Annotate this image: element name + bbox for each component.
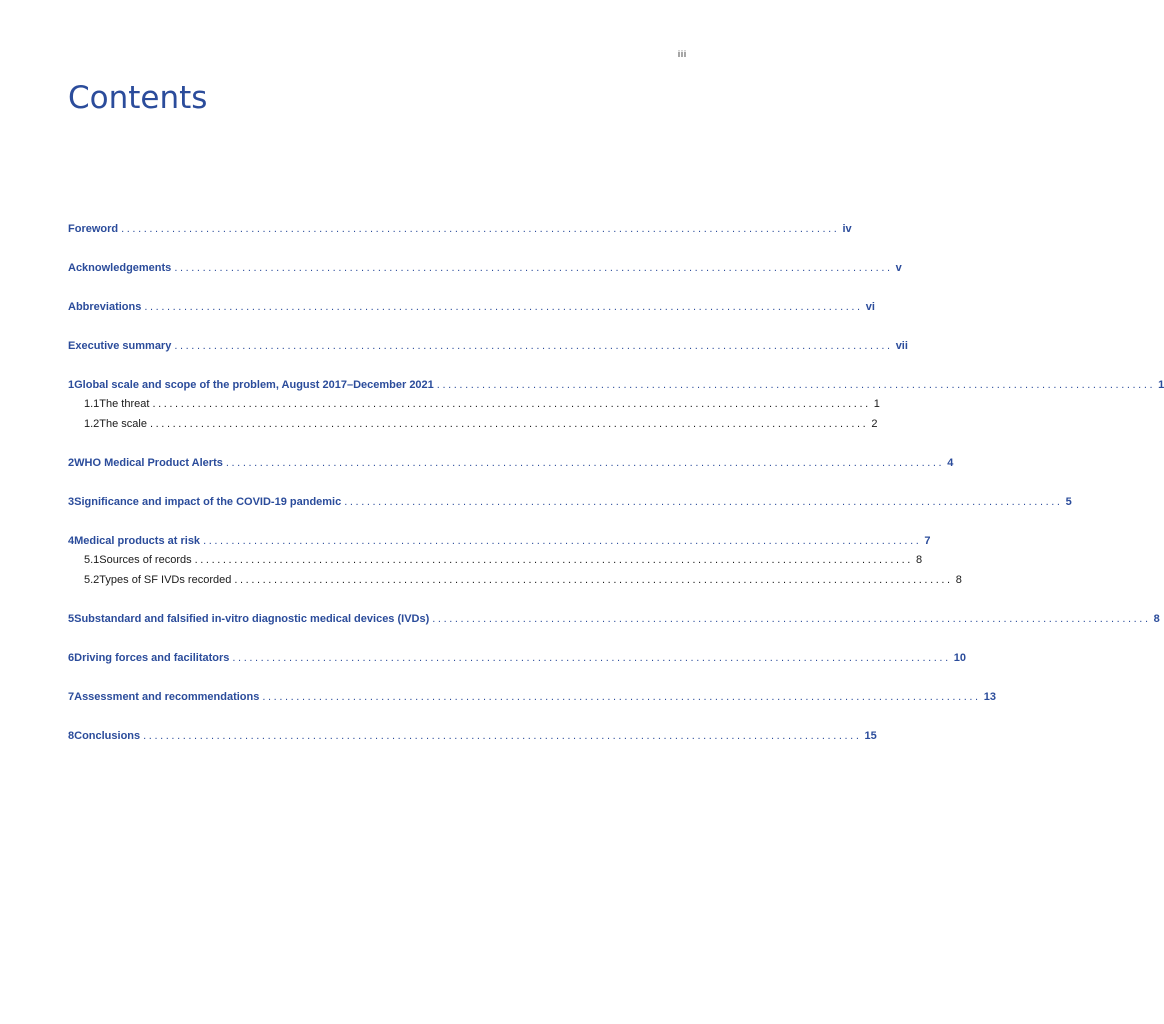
toc-entry-number: 1.2: [84, 418, 100, 430]
toc-entry-page: 8: [1153, 613, 1160, 625]
toc-entry-executive-summary[interactable]: [68, 338, 908, 354]
toc-entry-acknowledgements[interactable]: [68, 260, 902, 276]
toc-entry-label: Sources of records: [99, 554, 192, 566]
toc-entry-foreword[interactable]: [68, 221, 852, 237]
toc-entry-page: 1: [873, 398, 880, 410]
toc-entry-section-2[interactable]: [68, 455, 954, 471]
toc-entry-number: 4: [68, 535, 75, 547]
toc-entry-section-5-2[interactable]: [68, 572, 962, 588]
toc-entry-page: 15: [864, 730, 877, 742]
toc-entry-page: 13: [983, 691, 996, 703]
toc-leader-dots: ...............................................................................................................................: [432, 613, 1151, 625]
toc-entry-page: 1: [1158, 379, 1164, 391]
toc-entry-section-7[interactable]: [68, 689, 996, 705]
toc-entry-label: Significance and impact of the COVID-19 pandemic: [74, 496, 342, 508]
toc-leader-dots: ...............................................................................................................................: [143, 730, 862, 742]
toc-entry-number: 8: [68, 730, 75, 742]
toc-entry-page: vi: [865, 301, 875, 313]
toc-leader-dots: ...............................................................................................................................: [174, 340, 893, 352]
toc-entry-label: Assessment and recommendations: [74, 691, 260, 703]
toc-entry-section-1-2[interactable]: [68, 416, 878, 432]
toc-entry-section-1[interactable]: [68, 377, 1164, 393]
toc-leader-dots: ...............................................................................................................................: [174, 262, 893, 274]
toc-entry-page: v: [895, 262, 902, 274]
toc-entry-label: Acknowledgements: [68, 262, 172, 274]
page-number: iii: [678, 49, 687, 59]
toc-entry-number: 3: [68, 496, 75, 508]
toc-leader-dots: ...............................................................................................................................: [203, 535, 922, 547]
toc-entry-page: 8: [915, 554, 923, 566]
toc-entry-number: 5: [68, 613, 75, 625]
toc-entry-number: 5.2: [84, 574, 100, 586]
toc-entry-label: Global scale and scope of the problem, August 2017–December 2021: [74, 379, 434, 391]
toc-entry-label: Conclusions: [74, 730, 141, 742]
toc-entry-label: Medical products at risk: [74, 535, 201, 547]
toc-entry-abbreviations[interactable]: [68, 299, 875, 315]
toc-leader-dots: ...............................................................................................................................: [121, 223, 840, 235]
toc-leader-dots: ...............................................................................................................................: [262, 691, 981, 703]
toc-leader-dots: ...............................................................................................................................: [232, 652, 951, 664]
toc-leader-dots: ...............................................................................................................................: [144, 301, 863, 313]
toc-entry-page: vii: [895, 340, 908, 352]
toc-leader-dots: ...............................................................................................................................: [152, 398, 871, 410]
toc-entry-section-1-1[interactable]: [68, 396, 880, 412]
toc-entry-number: 7: [68, 691, 75, 703]
toc-entry-page: 5: [1065, 496, 1072, 508]
toc-leader-dots: ...............................................................................................................................: [436, 379, 1156, 391]
toc-leader-dots: ...............................................................................................................................: [225, 457, 945, 469]
toc-entry-page: 4: [947, 457, 954, 469]
toc-entry-label: Foreword: [68, 223, 119, 235]
toc-entry-label: Substandard and falsified in-vitro diagnostic medical devices (IVDs): [74, 613, 430, 625]
toc-leader-dots: ...............................................................................................................................: [344, 496, 1063, 508]
toc-entry-section-3[interactable]: [68, 494, 1072, 510]
toc-entry-label: Abbreviations: [68, 301, 142, 313]
toc-entry-number: 6: [68, 652, 75, 664]
toc-entry-number: 1: [68, 379, 75, 391]
toc-entry-page: 2: [871, 418, 878, 430]
toc-entry-label: WHO Medical Product Alerts: [74, 457, 223, 469]
toc-entry-number: 1.1: [84, 398, 100, 410]
toc-entry-label: The threat: [99, 398, 150, 410]
toc-entry-page: 10: [953, 652, 966, 664]
toc-leader-dots: ...............................................................................................................................: [150, 418, 869, 430]
toc-entry-number: 2: [68, 457, 75, 469]
toc-entry-label: The scale: [99, 418, 147, 430]
page-title: Contents: [68, 80, 208, 116]
toc-entry-page: iv: [842, 223, 852, 235]
toc-entry-number: 5.1: [84, 554, 100, 566]
toc-entry-label: Driving forces and facilitators: [74, 652, 230, 664]
toc-entry-section-5-1[interactable]: [68, 552, 923, 568]
toc-entry-section-8[interactable]: [68, 728, 877, 744]
toc-entry-label: Executive summary: [68, 340, 172, 352]
toc-entry-label: Types of SF IVDs recorded: [99, 574, 232, 586]
toc-leader-dots: ...............................................................................................................................: [194, 554, 913, 566]
toc-leader-dots: ...............................................................................................................................: [234, 574, 953, 586]
toc-entry-section-6[interactable]: [68, 650, 966, 666]
toc-entry-page: 7: [924, 535, 931, 547]
toc-entry-section-4[interactable]: [68, 533, 931, 549]
toc-entry-section-5[interactable]: [68, 611, 1160, 627]
toc-entry-page: 8: [955, 574, 962, 586]
